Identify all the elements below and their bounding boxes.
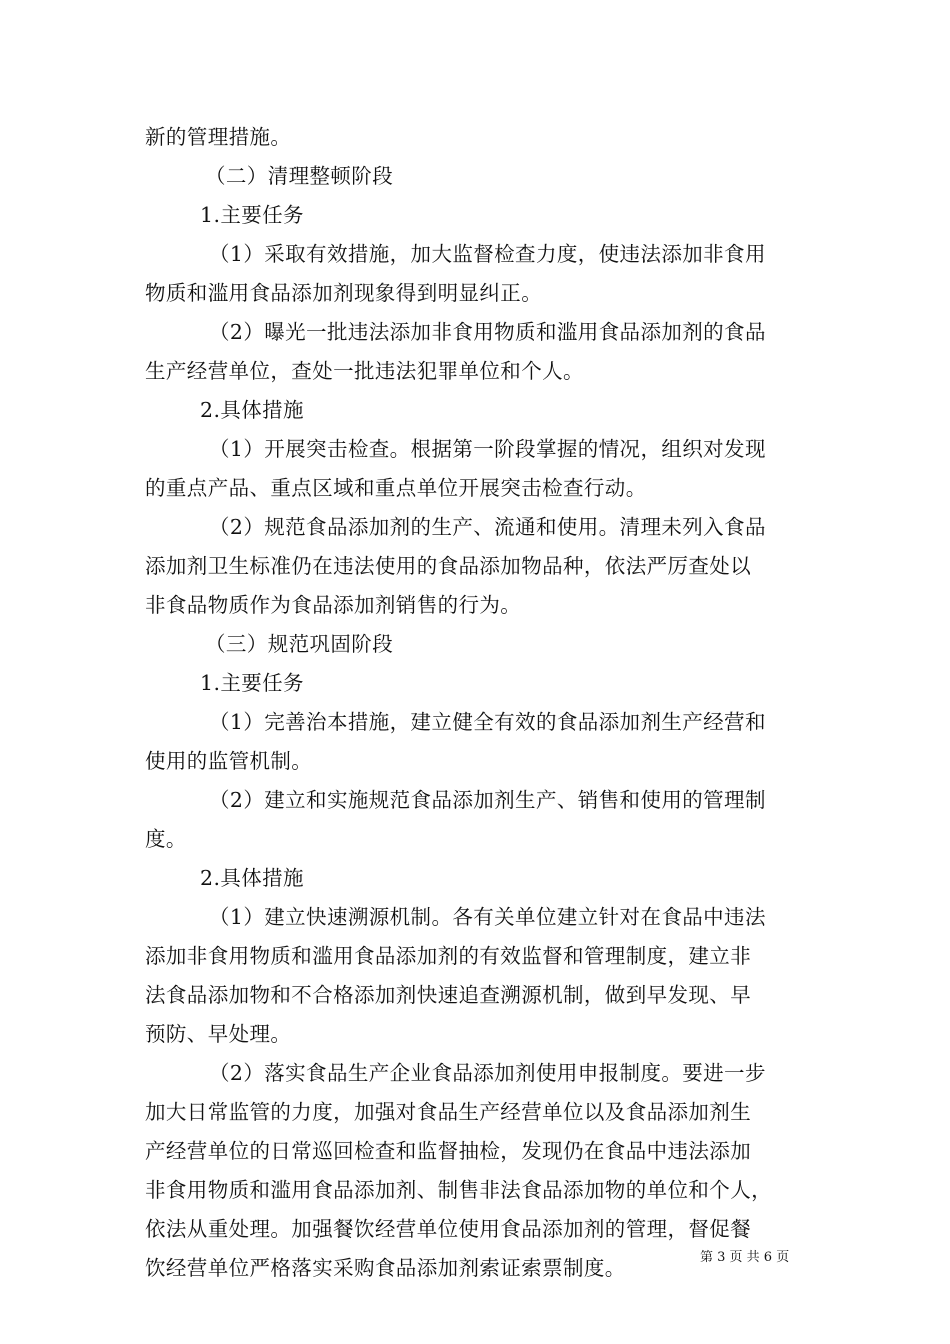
paragraph-line: （1）采取有效措施，加大监督检查力度，使违法添加非食用 (209, 242, 766, 266)
paragraph-line: 的重点产品、重点区域和重点单位开展突击检查行动。 (145, 476, 647, 500)
paragraph-line: （1）建立快速溯源机制。各有关单位建立针对在食品中违法 (209, 905, 766, 929)
paragraph-line: 添加非食用物质和滥用食品添加剂的有效监督和管理制度，建立非 (145, 944, 752, 968)
paragraph-line: （2）落实食品生产企业食品添加剂使用申报制度。要进一步 (209, 1061, 766, 1085)
paragraph-line: （1）完善治本措施，建立健全有效的食品添加剂生产经营和 (209, 710, 766, 734)
paragraph-line: （2）曝光一批违法添加非食用物质和滥用食品添加剂的食品 (209, 320, 766, 344)
paragraph-line: 物质和滥用食品添加剂现象得到明显纠正。 (145, 281, 543, 305)
paragraph-line: 依法从重处理。加强餐饮经营单位使用食品添加剂的管理，督促餐 (145, 1217, 752, 1241)
paragraph-line: 加大日常监管的力度，加强对食品生产经营单位以及食品添加剂生 (145, 1100, 752, 1124)
paragraph-line: （1）开展突击检查。根据第一阶段掌握的情况，组织对发现 (209, 437, 766, 461)
paragraph-line: 新的管理措施。 (145, 125, 292, 149)
section-heading-3: （三）规范巩固阶段 (205, 632, 394, 656)
paragraph-line: 非食用物质和滥用食品添加剂、制售非法食品添加物的单位和个人， (145, 1178, 772, 1202)
subheading: 1.主要任务 (200, 671, 304, 695)
subheading: 1.主要任务 (200, 203, 304, 227)
paragraph-line: 添加剂卫生标准仍在违法使用的食品添加物品种，依法严厉查处以 (145, 554, 752, 578)
paragraph-line: 度。 (145, 827, 187, 851)
paragraph-line: 预防、早处理。 (145, 1022, 292, 1046)
paragraph-line: 非食品物质作为食品添加剂销售的行为。 (145, 593, 522, 617)
paragraph-line: 产经营单位的日常巡回检查和监督抽检，发现仍在食品中违法添加 (145, 1139, 752, 1163)
document-body (145, 118, 815, 1288)
subheading: 2.具体措施 (200, 866, 304, 890)
paragraph-line: 法食品添加物和不合格添加剂快速追查溯源机制，做到早发现、早 (145, 983, 752, 1007)
paragraph-line: 生产经营单位，查处一批违法犯罪单位和个人。 (145, 359, 584, 383)
paragraph-line: 使用的监管机制。 (145, 749, 313, 773)
paragraph-line: 饮经营单位严格落实采购食品添加剂索证索票制度。 (145, 1256, 626, 1280)
paragraph-line: （2）规范食品添加剂的生产、流通和使用。清理未列入食品 (209, 515, 766, 539)
paragraph-line: （2）建立和实施规范食品添加剂生产、销售和使用的管理制 (209, 788, 766, 812)
page-number: 第 3 页 共 6 页 (700, 1250, 790, 1265)
section-heading-2: （二）清理整顿阶段 (205, 164, 394, 188)
subheading: 2.具体措施 (200, 398, 304, 422)
